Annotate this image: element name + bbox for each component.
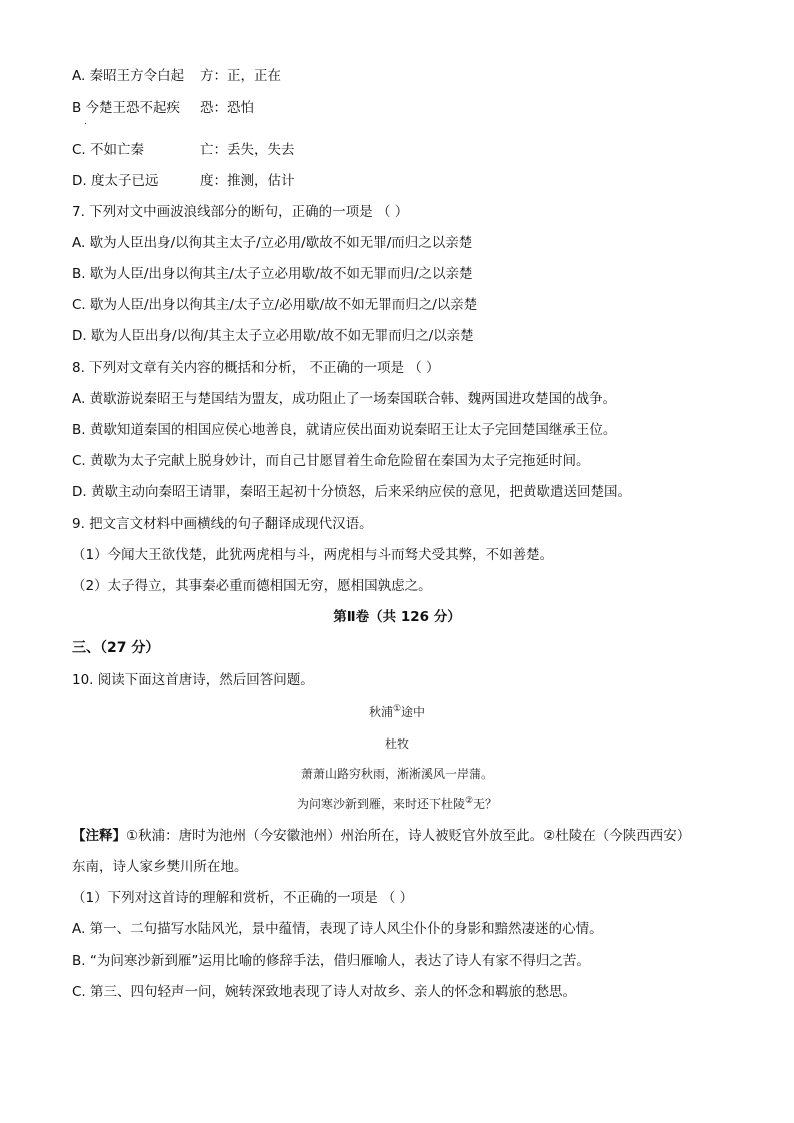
poem-line-2-head: 为问寒沙新到雁，来时还下杜陵 — [296, 797, 465, 811]
q7-option-c: C. 歇为人臣/出身以徇其主/太子立/必用歇/故不如无罪而归之/以亲楚 — [72, 297, 478, 313]
q8-option-c: C. 黄歇为太子完献上脱身妙计，而自己甘愿冒着生命危险留在秦国为太子完拖延时间。 — [72, 453, 590, 469]
poem-title — [0, 702, 794, 722]
annotation-line-1 — [72, 826, 690, 846]
q6-option-text: B 今楚王恐不起疾 — [72, 100, 181, 116]
q6-option-a — [72, 66, 281, 86]
q6-option-b — [72, 98, 254, 118]
poem-line-2-note-marker: ② — [464, 796, 474, 806]
q10-stem: 10. 阅读下面这首唐诗，然后回答问题。 — [72, 672, 314, 688]
q9-item-1: （1）今闻大王欲伐楚，此犹两虎相与斗，两虎相与斗而驽犬受其弊，不如善楚。 — [72, 547, 554, 563]
annotation-line-2: 东南，诗人家乡樊川所在地。 — [72, 859, 248, 875]
q8-option-b: B. 黄歇知道秦国的相国应侯心地善良，就请应侯出面劝说秦昭王让太子完回楚国继承王位。 — [72, 422, 617, 438]
poem-title-tail: 途中 — [401, 705, 426, 719]
q7-option-b: B. 歇为人臣/出身以徇其主/太子立必用歇/故不如无罪而归/之以亲楚 — [72, 266, 473, 282]
q9-stem: 9. 把文言文材料中画横线的句子翻译成现代汉语。 — [72, 516, 373, 532]
q9-item-2: （2）太子得立，其事秦必重而德相国无穷，愿相国孰虑之。 — [72, 578, 432, 594]
q6-option-gloss: 亡：丢失，失去 — [200, 142, 295, 158]
q6-option-gloss: 恐：恐怕 — [200, 100, 254, 116]
q6-option-text: D. 度太子已远 — [72, 173, 159, 189]
poem-line-1: 萧萧山路穷秋雨，淅淅溪风一岸蒲。 — [300, 767, 493, 781]
part2-title: 第Ⅱ卷（共 126 分） — [333, 609, 461, 625]
poem-title-note-marker: ① — [392, 704, 402, 714]
poem-line-2-tail: 无？ — [473, 797, 498, 811]
q6-option-c — [72, 140, 295, 160]
q6-option-gloss: 度：推测，估计 — [200, 173, 295, 189]
section3-title: 三、（27 分） — [72, 640, 160, 656]
q10-sub1-option-c: C. 第三、四句轻声一问，婉转深致地表现了诗人对故乡、亲人的怀念和羁旅的愁思。 — [72, 984, 577, 1000]
q6-option-gloss: 方：正，正在 — [200, 68, 281, 84]
q7-stem: 7. 下列对文中画波浪线部分的断句，正确的一项是 （ ） — [72, 204, 409, 220]
q10-sub1-option-b: B. “为问寒沙新到雁”运用比喻的修辞手法，借归雁喻人，表达了诗人有家不得归之苦。 — [72, 953, 590, 969]
q6-option-text: C. 不如亡秦 — [72, 142, 145, 158]
q7-option-a: A. 歇为人臣出身/以徇其主太子/立必用/歇故不如无罪/而归之以亲楚 — [72, 235, 473, 251]
annotation-text: ①秋浦：唐时为池州（今安徽池州）州治所在，诗人被贬官外放至此。②杜陵在（今陕西西安） — [126, 828, 691, 844]
poem-title-text: 秋浦 — [368, 705, 393, 719]
q6-option-text: A. 秦昭王方令白起 — [72, 68, 185, 84]
poem-author: 杜牧 — [384, 737, 409, 751]
stray-dot-mark: . — [84, 117, 87, 127]
poem-line-2 — [0, 794, 794, 814]
q8-stem: 8. 下列对文章有关内容的概括和分析， 不正确的一项是 （ ） — [72, 360, 440, 376]
q10-sub1-option-a: A. 第一、二句描写水陆风光，景中蕴情，表现了诗人风尘仆仆的身影和黯然凄迷的心情。 — [72, 921, 603, 937]
q7-option-d: D. 歇为人臣出身/以徇/其主太子立必用歇/故不如无罪而归之/以亲楚 — [72, 328, 474, 344]
q10-sub1-stem: （1）下列对这首诗的理解和赏析，不正确的一项是 （ ） — [72, 890, 414, 906]
q6-option-d — [72, 171, 295, 191]
q8-option-a: A. 黄歇游说秦昭王与楚国结为盟友，成功阻止了一场秦国联合韩、魏两国进攻楚国的战争。 — [72, 391, 617, 407]
annotation-label: 【注释】 — [72, 828, 126, 844]
q8-option-d: D. 黄歇主动向秦昭王请罪，秦昭王起初十分愤怒，后来采纳应侯的意见，把黄歇遣送回楚国。 — [72, 484, 631, 500]
